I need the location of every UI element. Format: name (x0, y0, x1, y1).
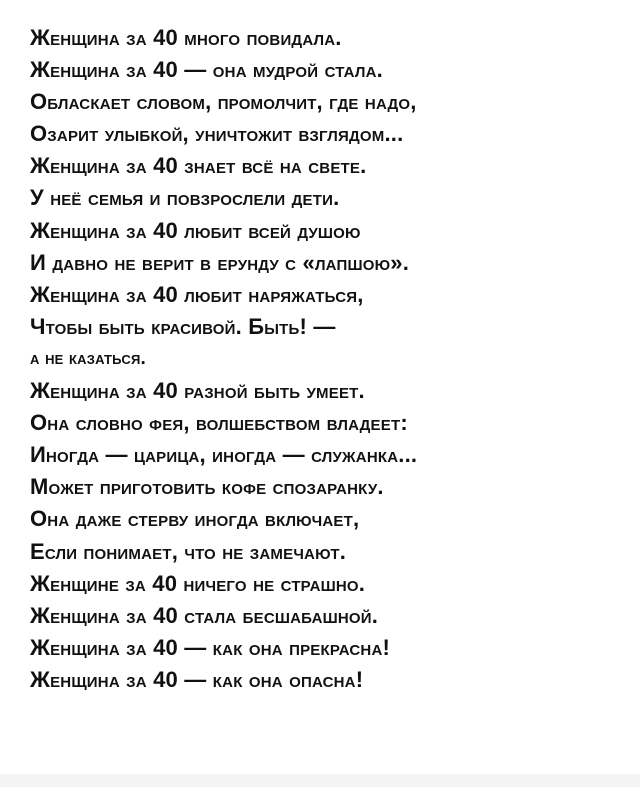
poem-line: Женщина за 40 — как она прекрасна! (30, 634, 391, 660)
poem-line: Женщина за 40 — она мудрой стала. (30, 57, 383, 83)
poem-line: И давно не верит в ерунду с «лапшою». (30, 249, 410, 275)
poem-line: Женщина за 40 стала бесшабашной. (30, 602, 379, 628)
poem-line: У неё семья и повзрослели дети. (30, 185, 340, 211)
poem-line: Иногда — царица, иногда — служанка... (30, 442, 418, 468)
poem-line: Озарит улыбкой, уничтожит взглядом... (30, 121, 404, 147)
poem-line: Женщина за 40 любит наряжаться, (30, 281, 364, 307)
poem-line: Если понимает, что не замечают. (30, 538, 347, 564)
poem-line: Женщина за 40 знает всё на свете. (30, 153, 367, 179)
poem-line: Женщине за 40 ничего не страшно. (30, 570, 366, 596)
poem-line: Женщина за 40 разной быть умеет. (30, 378, 365, 404)
poem-line: Женщина за 40 много повидала. (30, 25, 342, 50)
poem-line: Чтобы быть красивой. Быть! — (30, 313, 336, 339)
poem-text (30, 22, 630, 696)
poem-line: Она даже стерву иногда включает, (30, 506, 360, 532)
poem-line: Женщина за 40 любит всей душою (30, 217, 361, 243)
poem-line: Обласкает словом, промолчит, где надо, (30, 89, 417, 115)
poem-line: Она словно фея, волшебством владеет: (30, 410, 408, 436)
poem-line: Женщина за 40 — как она опасна! (30, 666, 364, 692)
poem-line: а не казаться. (30, 347, 146, 369)
poem-line: Может приготовить кофе спозаранку. (30, 474, 384, 500)
